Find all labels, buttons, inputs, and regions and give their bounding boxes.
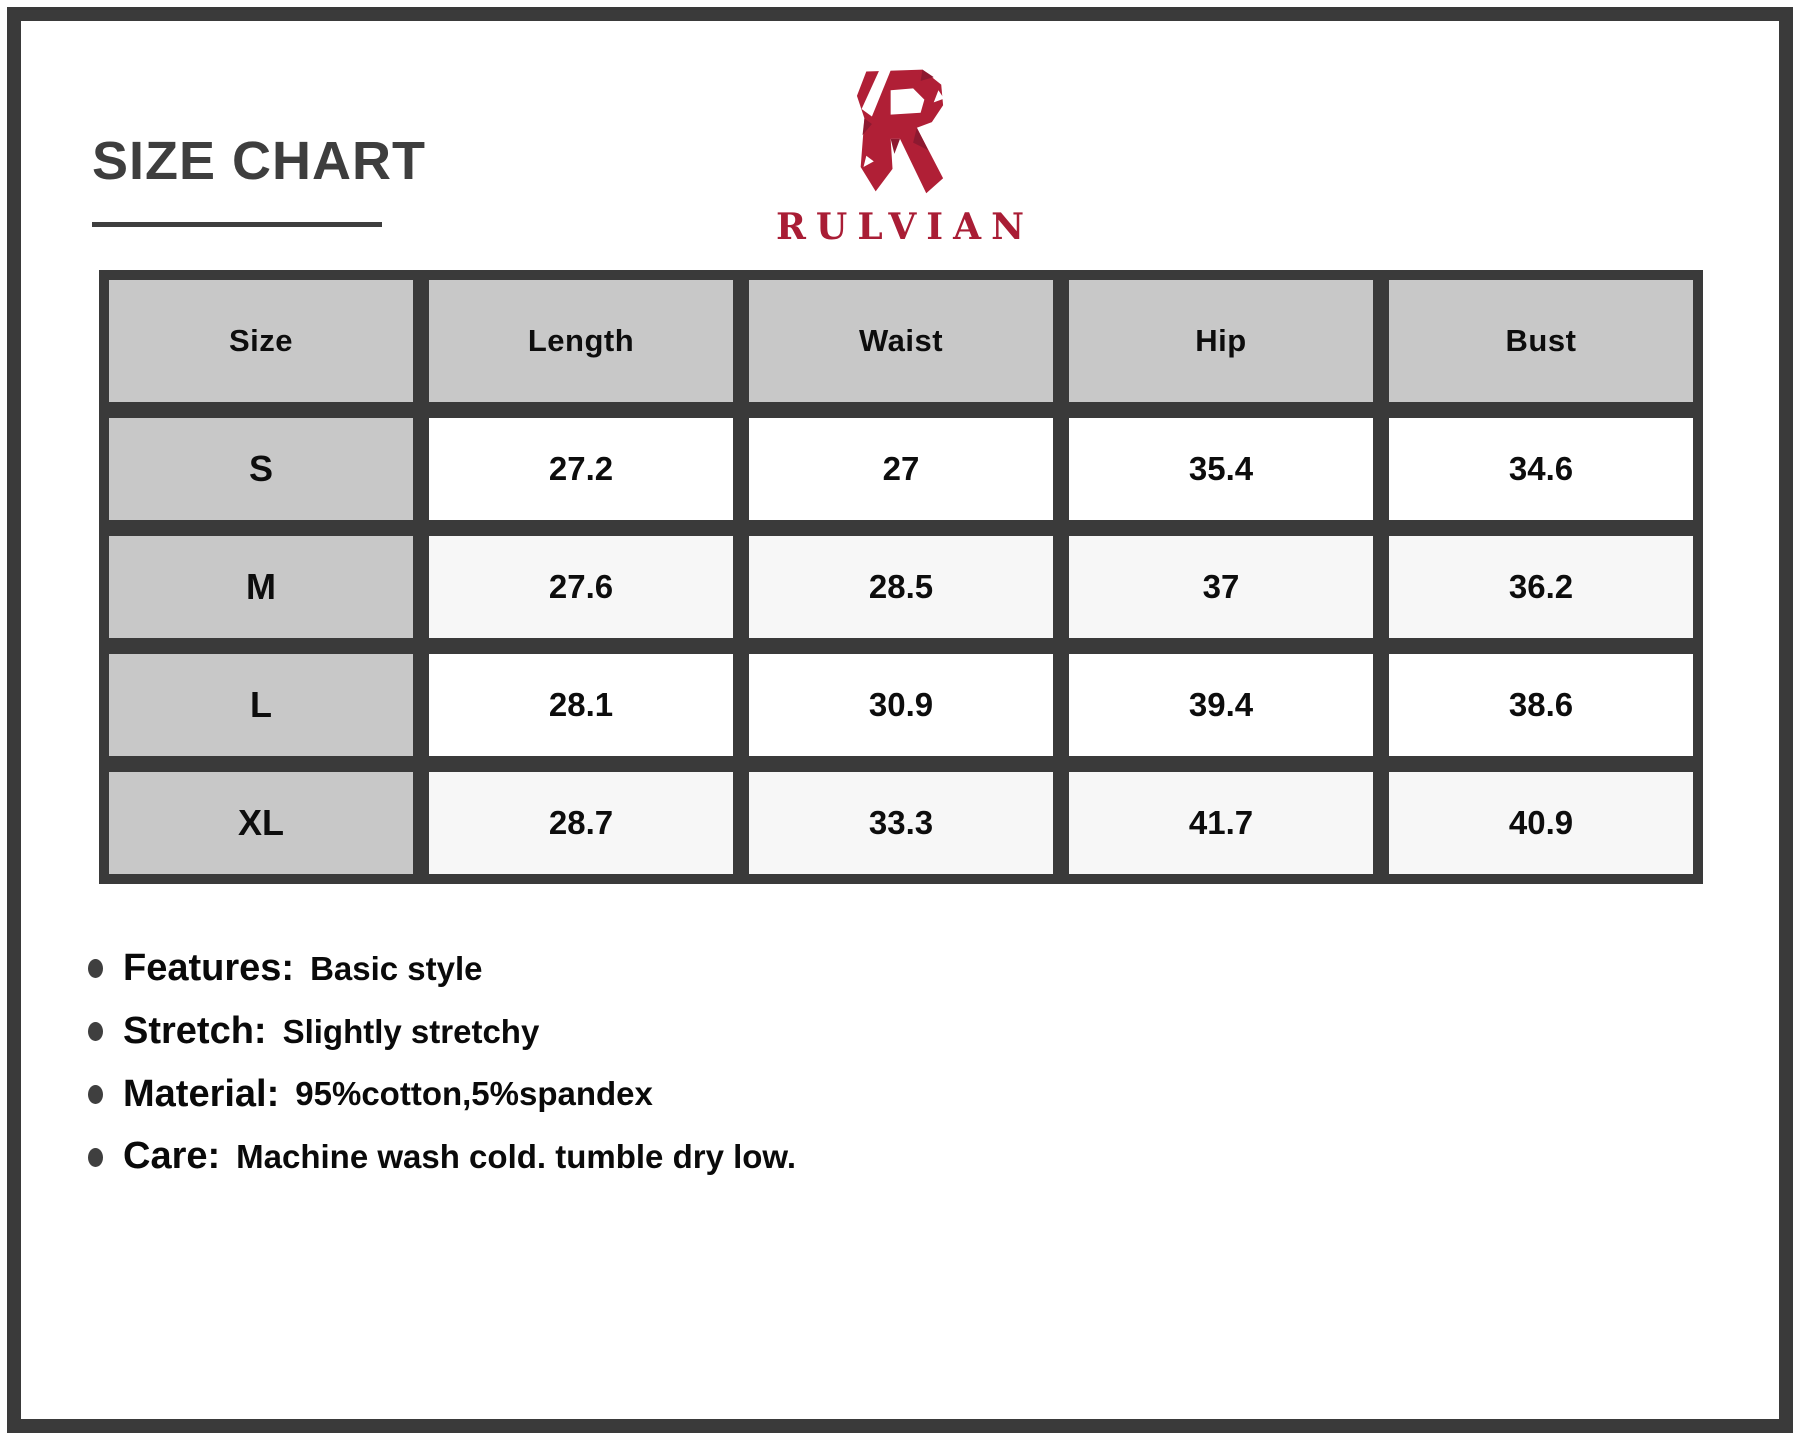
brand-name: RULVIAN xyxy=(776,206,1034,248)
detail-value: 95%cotton,5%spandex xyxy=(295,1075,653,1113)
value-cell-m-waist: 28.5 xyxy=(749,536,1053,638)
value-cell-xl-length: 28.7 xyxy=(429,772,733,874)
detail-item-features xyxy=(88,948,796,990)
detail-item-care xyxy=(88,1136,796,1178)
size-chart-table xyxy=(99,270,1703,884)
value-cell-l-waist: 30.9 xyxy=(749,654,1053,756)
detail-label: Material: xyxy=(123,1072,280,1115)
size-cell-s: S xyxy=(109,418,413,520)
size-cell-l: L xyxy=(109,654,413,756)
size-cell-m: M xyxy=(109,536,413,638)
title-underline xyxy=(92,222,382,227)
detail-item-material xyxy=(88,1074,796,1116)
value-cell-s-hip: 35.4 xyxy=(1069,418,1373,520)
bullet-icon xyxy=(88,959,103,978)
header-cell-bust: Bust xyxy=(1389,280,1693,402)
value-cell-xl-waist: 33.3 xyxy=(749,772,1053,874)
detail-item-stretch xyxy=(88,1011,796,1053)
bullet-icon xyxy=(88,1148,103,1167)
product-details-list xyxy=(88,948,796,1199)
header-cell-hip: Hip xyxy=(1069,280,1373,402)
page-title: SIZE CHART xyxy=(92,131,426,191)
detail-label: Features: xyxy=(123,947,295,989)
detail-value: Slightly stretchy xyxy=(282,1012,540,1050)
detail-value: Basic style xyxy=(310,949,483,987)
detail-value: Machine wash cold. tumble dry low. xyxy=(236,1138,797,1176)
value-cell-s-length: 27.2 xyxy=(429,418,733,520)
value-cell-l-length: 28.1 xyxy=(429,654,733,756)
value-cell-s-bust: 34.6 xyxy=(1389,418,1693,520)
header-cell-waist: Waist xyxy=(749,280,1053,402)
bullet-icon xyxy=(88,1022,103,1041)
value-cell-l-bust: 38.6 xyxy=(1389,654,1693,756)
title-block xyxy=(92,128,426,227)
detail-label: Care: xyxy=(123,1135,221,1178)
brand-logo xyxy=(776,64,1034,248)
value-cell-m-bust: 36.2 xyxy=(1389,536,1693,638)
value-cell-m-hip: 37 xyxy=(1069,536,1373,638)
size-cell-xl: XL xyxy=(109,772,413,874)
angular-r-monogram-icon xyxy=(841,64,959,197)
detail-label: Stretch: xyxy=(123,1009,267,1052)
value-cell-m-length: 27.6 xyxy=(429,536,733,638)
bullet-icon xyxy=(88,1085,103,1104)
value-cell-l-hip: 39.4 xyxy=(1069,654,1373,756)
header-cell-size: Size xyxy=(109,280,413,402)
header-cell-length: Length xyxy=(429,280,733,402)
value-cell-s-waist: 27 xyxy=(749,418,1053,520)
value-cell-xl-bust: 40.9 xyxy=(1389,772,1693,874)
value-cell-xl-hip: 41.7 xyxy=(1069,772,1373,874)
